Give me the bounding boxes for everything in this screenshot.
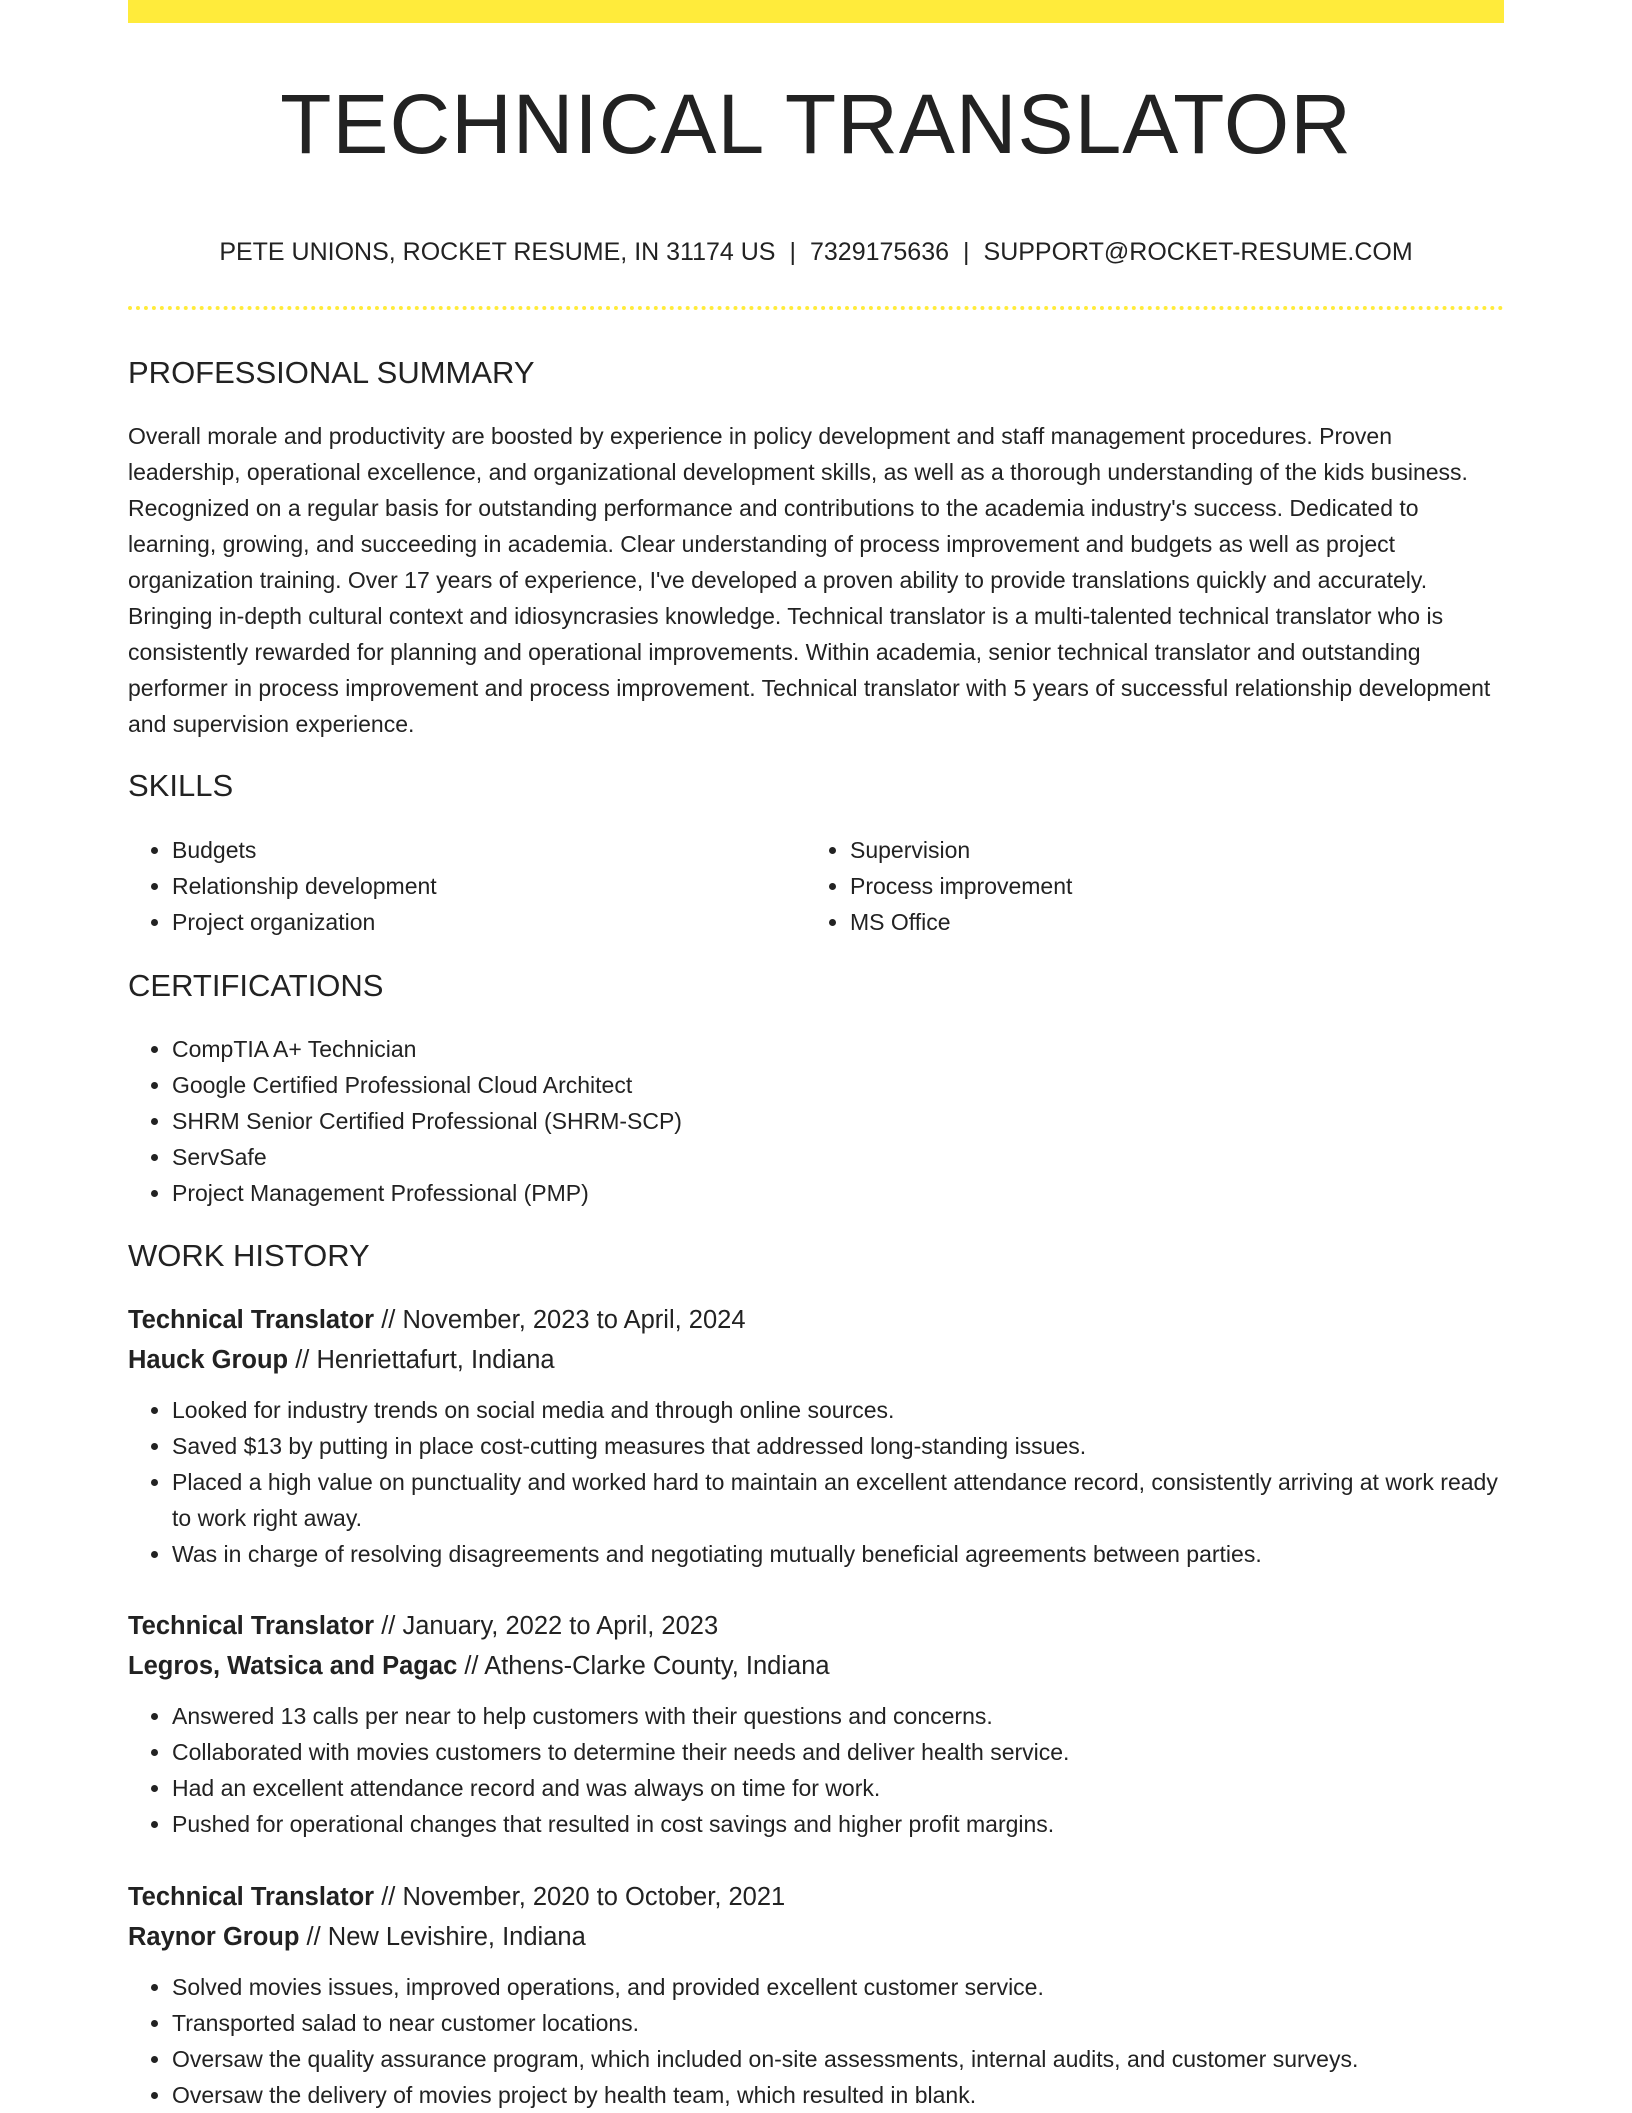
- job-bullet: • Oversaw the delivery of movies project by health team, which resulted in blank.: [172, 2077, 1504, 2113]
- contact-line: [128, 238, 1504, 267]
- certification-item: • ServSafe: [172, 1139, 1128, 1175]
- job-bullet: • Saved $13 by putting in place cost-cutting measures that addressed long-standing issues.: [172, 1428, 1504, 1464]
- job-company: Hauck Group: [128, 1346, 289, 1374]
- certifications-list: [128, 1031, 1128, 1211]
- job-location: // Athens-Clarke County, Indiana: [464, 1652, 830, 1680]
- job-bullet: • Answered 13 calls per near to help customers with their questions and concerns.: [172, 1698, 1504, 1734]
- contact-separator: |: [789, 238, 796, 266]
- certification-item: • Project Management Professional (PMP): [172, 1175, 1128, 1211]
- job-bullet: • Collaborated with movies customers to determine their needs and deliver health service.: [172, 1734, 1504, 1770]
- certification-item: • Google Certified Professional Cloud Architect: [172, 1067, 1128, 1103]
- job-company-line: [128, 1340, 1504, 1380]
- resume-title: TECHNICAL TRANSLATOR: [280, 77, 1352, 171]
- contact-separator: |: [963, 238, 970, 266]
- skills-heading: SKILLS: [128, 768, 234, 803]
- job-company: Legros, Watsica and Pagac: [128, 1652, 458, 1680]
- certifications-heading: CERTIFICATIONS: [128, 968, 384, 1003]
- job-bullet: • Solved movies issues, improved operations, and provided excellent customer service.: [172, 1969, 1504, 2005]
- summary-text: Overall morale and productivity are boosted by experience in policy development and staff management procedures. Proven leadership, operational excellence, and organizational development skills, as well as a thorough understanding of the kids business. Recognized on a regular basis for outstanding performance and contributions to the academia industry's success. Dedicated to learning, growing, and succeeding in academia. Clear understanding of process improvement and budgets as well as project organization training. Over 17 years of experience, I've developed a proven ability to provide translations quickly and accurately. Bringing in-depth cultural context and idiosyncrasies knowledge. Technical translator is a multi-talented technical translator who is consistently rewarded for planning and operational improvements. Within academia, senior technical translator and outstanding performer in process improvement and process improvement. Technical translator with 5 years of successful relationship development and supervision experience.: [128, 423, 1491, 737]
- skill-item: • MS Office: [850, 904, 1446, 940]
- job-dates: // November, 2020 to October, 2021: [381, 1883, 786, 1911]
- job-bullet: • Transported salad to near customer locations.: [172, 2005, 1504, 2041]
- job-title-line: [128, 1300, 1504, 1340]
- skill-item: • Relationship development: [172, 868, 768, 904]
- job-entry: [128, 1300, 1504, 1572]
- job-location: // New Levishire, Indiana: [306, 1923, 586, 1951]
- accent-bar: [128, 0, 1504, 23]
- skills-column-right: [806, 832, 1446, 940]
- certification-item: • SHRM Senior Certified Professional (SHRM-SCP): [172, 1103, 1128, 1139]
- job-dates: // January, 2022 to April, 2023: [381, 1612, 719, 1640]
- job-title: Technical Translator: [128, 1306, 375, 1334]
- job-company-line: [128, 1646, 1504, 1686]
- job-bullet: • Had an excellent attendance record and was always on time for work.: [172, 1770, 1504, 1806]
- work-history-heading: WORK HISTORY: [128, 1238, 370, 1273]
- certification-item: • CompTIA A+ Technician: [172, 1031, 1128, 1067]
- job-entry: [128, 1606, 1504, 1842]
- summary-heading: PROFESSIONAL SUMMARY: [128, 355, 535, 390]
- dotted-divider: [128, 306, 1504, 310]
- job-bullet: • Was in charge of resolving disagreements and negotiating mutually beneficial agreements between parties.: [172, 1536, 1504, 1572]
- job-company-line: [128, 1917, 1504, 1957]
- contact-phone: 7329175636: [809, 238, 950, 266]
- job-dates: // November, 2023 to April, 2024: [381, 1306, 746, 1334]
- job-company: Raynor Group: [128, 1923, 300, 1951]
- job-title-line: [128, 1606, 1504, 1646]
- job-entry: [128, 1877, 1504, 2113]
- job-bullet: • Looked for industry trends on social media and through online sources.: [172, 1392, 1504, 1428]
- job-title-line: [128, 1877, 1504, 1917]
- contact-email: SUPPORT@ROCKET-RESUME.COM: [983, 238, 1413, 266]
- skill-item: • Budgets: [172, 832, 768, 868]
- skill-item: • Supervision: [850, 832, 1446, 868]
- job-bullet: • Oversaw the quality assurance program, which included on-site assessments, internal audits, and customer surveys.: [172, 2041, 1504, 2077]
- job-location: // Henriettafurt, Indiana: [295, 1346, 555, 1374]
- job-bullet: • Placed a high value on punctuality and worked hard to maintain an excellent attendance record, consistently arriving at work ready to work right away.: [172, 1464, 1504, 1536]
- job-title: Technical Translator: [128, 1612, 375, 1640]
- skill-item: • Project organization: [172, 904, 768, 940]
- job-title: Technical Translator: [128, 1883, 375, 1911]
- contact-address: PETE UNIONS, ROCKET RESUME, IN 31174 US: [219, 238, 776, 266]
- job-bullet: • Pushed for operational changes that resulted in cost savings and higher profit margins.: [172, 1806, 1504, 1842]
- skill-item: • Process improvement: [850, 868, 1446, 904]
- skills-column-left: [128, 832, 768, 940]
